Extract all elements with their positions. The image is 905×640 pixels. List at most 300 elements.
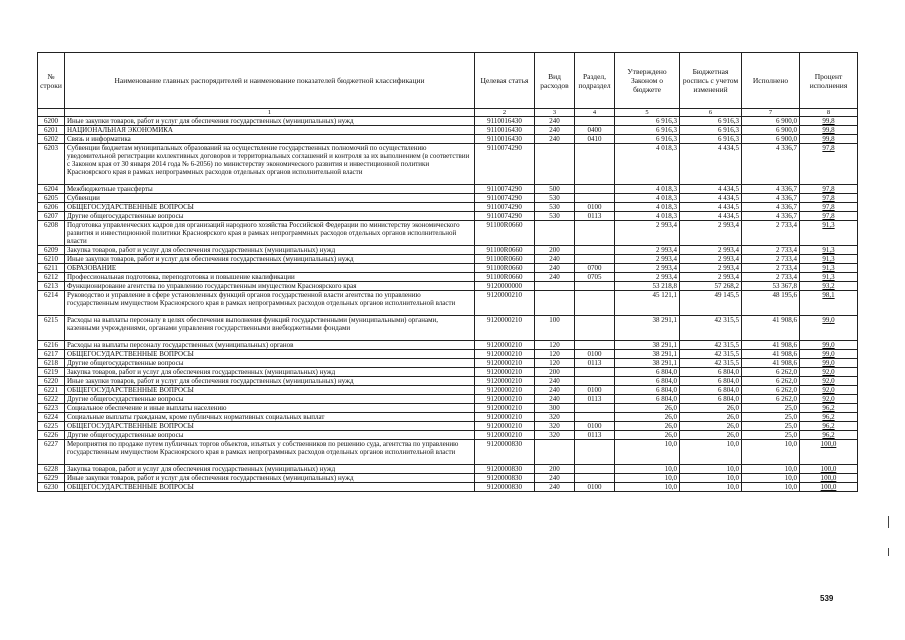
schedule-amount: 6 916,3 (680, 126, 742, 135)
row-number: 6222 (38, 395, 65, 404)
executed-amount: 41 908,6 (742, 359, 800, 368)
target-article: 9110074290 (475, 194, 535, 203)
row-name: ОБЩЕГОСУДАРСТВЕННЫЕ ВОПРОСЫ (65, 386, 475, 395)
header-schedule: Бюджетная роспись с учетом изменений (680, 53, 742, 109)
approved-amount: 6 804,0 (615, 386, 680, 395)
expense-kind: 200 (535, 246, 575, 255)
row-name: Иные закупки товаров, работ и услуг для обеспечения государственных (муниципальных) нужд (65, 474, 475, 483)
executed-amount: 4 336,7 (742, 212, 800, 221)
approved-amount: 38 291,1 (615, 316, 680, 341)
approved-amount: 4 018,3 (615, 144, 680, 185)
row-number: 6220 (38, 377, 65, 386)
row-name: Субвенции (65, 194, 475, 203)
row-name: Мероприятия по продаже путем публичных торгов объектов, изъятых у собственников по решению суда, агентства по управлению государственным имуществом Красноярского края в рамках непрограммных расходов отдельных органов исполнительной власти (65, 440, 475, 465)
execution-percent: 91,3 (800, 255, 858, 264)
row-name: Иные закупки товаров, работ и услуг для обеспечения государственных (муниципальных) нужд (65, 377, 475, 386)
expense-kind: 120 (535, 359, 575, 368)
schedule-amount: 6 804,0 (680, 395, 742, 404)
schedule-amount: 4 434,5 (680, 203, 742, 212)
table-row (38, 212, 858, 221)
schedule-amount: 2 993,4 (680, 273, 742, 282)
expense-kind: 320 (535, 422, 575, 431)
row-name: Закупка товаров, работ и услуг для обеспечения государственных (муниципальных) нужд (65, 368, 475, 377)
executed-amount: 41 908,6 (742, 316, 800, 341)
row-name: Закупка товаров, работ и услуг для обеспечения государственных (муниципальных) нужд (65, 465, 475, 474)
expense-kind: 240 (535, 117, 575, 126)
table-row (38, 135, 858, 144)
row-number: 6200 (38, 117, 65, 126)
row-name: Расходы на выплаты персоналу государственных (муниципальных) органов (65, 341, 475, 350)
expense-kind: 240 (535, 386, 575, 395)
schedule-amount: 6 804,0 (680, 377, 742, 386)
row-name: Расходы на выплаты персоналу в целях обеспечения выполнения функций государственными (муниципальными) органами, казенными учреждениями, органами управления государственными внебюджетными фондами (65, 316, 475, 341)
expense-kind: 320 (535, 431, 575, 440)
table-row (38, 368, 858, 377)
table-body (38, 117, 858, 492)
column-number: 2 (475, 109, 535, 117)
section-code (575, 465, 615, 474)
row-number: 6215 (38, 316, 65, 341)
expense-kind: 240 (535, 255, 575, 264)
row-number: 6230 (38, 483, 65, 492)
header-row-no: № строки (38, 53, 65, 109)
section-code (575, 194, 615, 203)
executed-amount: 4 336,7 (742, 194, 800, 203)
target-article: 9110074290 (475, 144, 535, 185)
row-number: 6228 (38, 465, 65, 474)
column-number: 3 (535, 109, 575, 117)
target-article: 9110074290 (475, 203, 535, 212)
executed-amount: 53 367,8 (742, 282, 800, 291)
expense-kind: 200 (535, 368, 575, 377)
schedule-amount: 4 434,5 (680, 185, 742, 194)
approved-amount: 45 121,1 (615, 291, 680, 316)
executed-amount: 6 262,0 (742, 395, 800, 404)
execution-percent: 99,0 (800, 359, 858, 368)
target-article: 91100R0660 (475, 221, 535, 246)
table-row (38, 117, 858, 126)
header-row (38, 53, 858, 109)
execution-percent: 97,8 (800, 194, 858, 203)
target-article: 9110074290 (475, 212, 535, 221)
section-code: 0113 (575, 431, 615, 440)
execution-percent: 91,3 (800, 221, 858, 246)
schedule-amount: 2 993,4 (680, 221, 742, 246)
header-approved: Утверждено Законом о бюджете (615, 53, 680, 109)
row-name: ОБЩЕГОСУДАРСТВЕННЫЕ ВОПРОСЫ (65, 422, 475, 431)
executed-amount: 2 733,4 (742, 246, 800, 255)
row-name: Иные закупки товаров, работ и услуг для обеспечения государственных (муниципальных) нужд (65, 255, 475, 264)
schedule-amount: 26,0 (680, 431, 742, 440)
expense-kind: 200 (535, 465, 575, 474)
executed-amount: 6 900,0 (742, 135, 800, 144)
table-row (38, 404, 858, 413)
execution-percent: 100,0 (800, 465, 858, 474)
row-number: 6205 (38, 194, 65, 203)
executed-amount: 25,0 (742, 404, 800, 413)
target-article: 9120000210 (475, 316, 535, 341)
execution-percent: 99,0 (800, 316, 858, 341)
approved-amount: 53 218,8 (615, 282, 680, 291)
target-article: 9110016430 (475, 126, 535, 135)
section-code: 0113 (575, 212, 615, 221)
approved-amount: 26,0 (615, 413, 680, 422)
execution-percent: 99,8 (800, 117, 858, 126)
execution-percent: 92,0 (800, 395, 858, 404)
executed-amount: 6 262,0 (742, 386, 800, 395)
approved-amount: 6 804,0 (615, 377, 680, 386)
row-number: 6202 (38, 135, 65, 144)
table-row (38, 413, 858, 422)
budget-table-sheet (37, 52, 857, 492)
column-numbers-row (38, 109, 858, 117)
row-number: 6219 (38, 368, 65, 377)
execution-percent: 96,2 (800, 422, 858, 431)
row-number: 6218 (38, 359, 65, 368)
table-row (38, 255, 858, 264)
section-code (575, 117, 615, 126)
row-number: 6223 (38, 404, 65, 413)
row-number: 6217 (38, 350, 65, 359)
section-code (575, 316, 615, 341)
header-target: Целевая статья (475, 53, 535, 109)
section-code (575, 368, 615, 377)
schedule-amount: 4 434,5 (680, 144, 742, 185)
target-article: 9120000830 (475, 483, 535, 492)
section-code (575, 341, 615, 350)
executed-amount: 25,0 (742, 431, 800, 440)
target-article: 9120000830 (475, 440, 535, 465)
expense-kind: 240 (535, 126, 575, 135)
row-name: Иные закупки товаров, работ и услуг для обеспечения государственных (муниципальных) нужд (65, 117, 475, 126)
executed-amount: 10,0 (742, 483, 800, 492)
row-name: Руководство и управление в сфере установленных функций органов государственной власти агентства по управлению государственным имуществом Красноярского края в рамках непрограммных расходов отдельных органов исполнительной власти (65, 291, 475, 316)
execution-percent: 100,0 (800, 483, 858, 492)
execution-percent: 93,2 (800, 282, 858, 291)
column-number: 5 (615, 109, 680, 117)
expense-kind: 240 (535, 273, 575, 282)
row-name: Профессиональная подготовка, переподготовка и повышение квалификации (65, 273, 475, 282)
schedule-amount: 6 916,3 (680, 117, 742, 126)
table-row (38, 246, 858, 255)
approved-amount: 6 804,0 (615, 395, 680, 404)
row-number: 6214 (38, 291, 65, 316)
approved-amount: 2 993,4 (615, 255, 680, 264)
schedule-amount: 26,0 (680, 422, 742, 431)
row-name: Функционирование агентства по управлению государственным имуществом Красноярского края (65, 282, 475, 291)
execution-percent: 97,8 (800, 144, 858, 185)
target-article: 91100R0660 (475, 264, 535, 273)
section-code (575, 474, 615, 483)
approved-amount: 4 018,3 (615, 212, 680, 221)
execution-percent: 97,8 (800, 212, 858, 221)
expense-kind: 240 (535, 377, 575, 386)
target-article: 9120000210 (475, 422, 535, 431)
row-name: ОБРАЗОВАНИЕ (65, 264, 475, 273)
section-code: 0100 (575, 350, 615, 359)
schedule-amount: 49 145,5 (680, 291, 742, 316)
executed-amount: 6 262,0 (742, 368, 800, 377)
schedule-amount: 10,0 (680, 440, 742, 465)
expense-kind: 120 (535, 341, 575, 350)
row-name: Связь и информатика (65, 135, 475, 144)
executed-amount: 10,0 (742, 440, 800, 465)
execution-percent: 92,0 (800, 386, 858, 395)
target-article: 91100R0660 (475, 273, 535, 282)
row-name: Другие общегосударственные вопросы (65, 359, 475, 368)
table-row (38, 316, 858, 341)
approved-amount: 2 993,4 (615, 273, 680, 282)
expense-kind: 100 (535, 316, 575, 341)
approved-amount: 6 916,3 (615, 126, 680, 135)
schedule-amount: 26,0 (680, 413, 742, 422)
expense-kind: 240 (535, 264, 575, 273)
target-article: 9120000210 (475, 341, 535, 350)
row-number: 6216 (38, 341, 65, 350)
expense-kind: 530 (535, 203, 575, 212)
section-code: 0100 (575, 386, 615, 395)
approved-amount: 2 993,4 (615, 221, 680, 246)
table-row (38, 422, 858, 431)
target-article: 91100R0660 (475, 246, 535, 255)
executed-amount: 4 336,7 (742, 185, 800, 194)
target-article: 9120000210 (475, 291, 535, 316)
target-article: 9120000210 (475, 404, 535, 413)
table-row (38, 440, 858, 465)
execution-percent: 97,8 (800, 203, 858, 212)
section-code (575, 404, 615, 413)
target-article: 9120000830 (475, 465, 535, 474)
row-name: Другие общегосударственные вопросы (65, 431, 475, 440)
section-code (575, 246, 615, 255)
schedule-amount: 42 315,5 (680, 350, 742, 359)
schedule-amount: 42 315,5 (680, 316, 742, 341)
row-name: Закупка товаров, работ и услуг для обеспечения государственных (муниципальных) нужд (65, 246, 475, 255)
schedule-amount: 6 804,0 (680, 368, 742, 377)
approved-amount: 6 916,3 (615, 117, 680, 126)
table-row (38, 483, 858, 492)
row-name: Субвенции бюджетам муниципальных образований на осуществление государственных полномочий по осуществлению уведомительной регистрации коллективных договоров и территориальных соглашений и контроля за их выполнением (в соответствии с Законом края от 30 января 2014 года № 6-2056) по министерству экономического развития и инвестиционной политики Красноярского края в рамках непрограммных расходов отдельных органов исполнительной власти (65, 144, 475, 185)
executed-amount: 25,0 (742, 422, 800, 431)
approved-amount: 2 993,4 (615, 246, 680, 255)
approved-amount: 6 804,0 (615, 368, 680, 377)
execution-percent: 100,0 (800, 440, 858, 465)
section-code: 0100 (575, 483, 615, 492)
table-row (38, 273, 858, 282)
target-article: 9120000210 (475, 395, 535, 404)
approved-amount: 10,0 (615, 474, 680, 483)
header-kind: Вид расходов (535, 53, 575, 109)
approved-amount: 10,0 (615, 465, 680, 474)
row-number: 6227 (38, 440, 65, 465)
margin-mark (888, 548, 889, 556)
approved-amount: 26,0 (615, 431, 680, 440)
schedule-amount: 4 434,5 (680, 194, 742, 203)
executed-amount: 6 262,0 (742, 377, 800, 386)
column-number: 6 (680, 109, 742, 117)
row-number: 6224 (38, 413, 65, 422)
section-code (575, 291, 615, 316)
section-code: 0705 (575, 273, 615, 282)
expense-kind (535, 282, 575, 291)
schedule-amount: 57 268,2 (680, 282, 742, 291)
execution-percent: 99,0 (800, 341, 858, 350)
target-article: 9120000830 (475, 474, 535, 483)
expense-kind: 240 (535, 395, 575, 404)
table-row (38, 221, 858, 246)
budget-execution-table (37, 52, 858, 492)
margin-mark (888, 516, 889, 528)
table-row (38, 350, 858, 359)
page-number: 539 (820, 594, 834, 603)
table-row (38, 359, 858, 368)
table-row (38, 264, 858, 273)
target-article: 91100R0660 (475, 255, 535, 264)
table-row (38, 203, 858, 212)
expense-kind: 120 (535, 350, 575, 359)
section-code: 0400 (575, 126, 615, 135)
section-code: 0410 (575, 135, 615, 144)
target-article: 9110016430 (475, 135, 535, 144)
section-code (575, 377, 615, 386)
column-number: 4 (575, 109, 615, 117)
target-article: 9120000210 (475, 386, 535, 395)
schedule-amount: 26,0 (680, 404, 742, 413)
approved-amount: 38 291,1 (615, 350, 680, 359)
row-name: Подготовка управленческих кадров для организаций народного хозяйства Российской Федерации по министерству экономического развития и инвестиционной политики Красноярского края в рамках непрограммных расходов отдельных органов исполнительной власти (65, 221, 475, 246)
schedule-amount: 42 315,5 (680, 341, 742, 350)
expense-kind: 530 (535, 212, 575, 221)
row-number: 6209 (38, 246, 65, 255)
target-article: 9120000210 (475, 368, 535, 377)
header-name: Наименование главных распорядителей и наименование показателей бюджетной классификации (65, 53, 475, 109)
table-row (38, 185, 858, 194)
executed-amount: 25,0 (742, 413, 800, 422)
schedule-amount: 10,0 (680, 483, 742, 492)
row-number: 6207 (38, 212, 65, 221)
schedule-amount: 2 993,4 (680, 255, 742, 264)
target-article: 9120000210 (475, 350, 535, 359)
expense-kind (535, 440, 575, 465)
row-number: 6203 (38, 144, 65, 185)
execution-percent: 99,8 (800, 135, 858, 144)
row-name: ОБЩЕГОСУДАРСТВЕННЫЕ ВОПРОСЫ (65, 483, 475, 492)
table-row (38, 465, 858, 474)
column-number: 8 (800, 109, 858, 117)
row-name: Другие общегосударственные вопросы (65, 395, 475, 404)
row-name: Социальные выплаты гражданам, кроме публичных нормативных социальных выплат (65, 413, 475, 422)
row-name: НАЦИОНАЛЬНАЯ ЭКОНОМИКА (65, 126, 475, 135)
section-code: 0113 (575, 395, 615, 404)
header-section: Раздел, подраздел (575, 53, 615, 109)
expense-kind (535, 221, 575, 246)
table-row (38, 341, 858, 350)
column-number: 1 (65, 109, 475, 117)
row-number: 6225 (38, 422, 65, 431)
target-article: 9120000210 (475, 431, 535, 440)
execution-percent: 92,0 (800, 377, 858, 386)
execution-percent: 92,0 (800, 368, 858, 377)
execution-percent: 91,3 (800, 246, 858, 255)
row-number: 6204 (38, 185, 65, 194)
table-row (38, 474, 858, 483)
execution-percent: 96,2 (800, 431, 858, 440)
section-code: 0100 (575, 422, 615, 431)
expense-kind: 300 (535, 404, 575, 413)
executed-amount: 48 195,6 (742, 291, 800, 316)
row-number: 6221 (38, 386, 65, 395)
section-code: 0113 (575, 359, 615, 368)
row-number: 6213 (38, 282, 65, 291)
row-number: 6226 (38, 431, 65, 440)
row-number: 6201 (38, 126, 65, 135)
section-code (575, 144, 615, 185)
approved-amount: 4 018,3 (615, 194, 680, 203)
expense-kind: 240 (535, 474, 575, 483)
approved-amount: 6 916,3 (615, 135, 680, 144)
section-code (575, 440, 615, 465)
target-article: 9110016430 (475, 117, 535, 126)
table-row (38, 386, 858, 395)
row-name: ОБЩЕГОСУДАРСТВЕННЫЕ ВОПРОСЫ (65, 203, 475, 212)
target-article: 9120000000 (475, 282, 535, 291)
section-code (575, 413, 615, 422)
executed-amount: 10,0 (742, 474, 800, 483)
table-row (38, 291, 858, 316)
table-row (38, 194, 858, 203)
execution-percent: 97,8 (800, 185, 858, 194)
approved-amount: 10,0 (615, 483, 680, 492)
schedule-amount: 6 804,0 (680, 386, 742, 395)
approved-amount: 2 993,4 (615, 264, 680, 273)
execution-percent: 91,3 (800, 264, 858, 273)
schedule-amount: 6 916,3 (680, 135, 742, 144)
executed-amount: 4 336,7 (742, 203, 800, 212)
header-percent: Процент исполнения (800, 53, 858, 109)
table-row (38, 144, 858, 185)
row-number: 6211 (38, 264, 65, 273)
target-article: 9110074290 (475, 185, 535, 194)
target-article: 9120000210 (475, 377, 535, 386)
executed-amount: 10,0 (742, 465, 800, 474)
executed-amount: 6 900,0 (742, 117, 800, 126)
section-code (575, 255, 615, 264)
table-row (38, 431, 858, 440)
approved-amount: 38 291,1 (615, 359, 680, 368)
table-row (38, 395, 858, 404)
approved-amount: 38 291,1 (615, 341, 680, 350)
schedule-amount: 10,0 (680, 474, 742, 483)
approved-amount: 4 018,3 (615, 185, 680, 194)
approved-amount: 26,0 (615, 422, 680, 431)
executed-amount: 4 336,7 (742, 144, 800, 185)
execution-percent: 96,2 (800, 413, 858, 422)
executed-amount: 2 733,4 (742, 221, 800, 246)
row-number: 6206 (38, 203, 65, 212)
executed-amount: 41 908,6 (742, 350, 800, 359)
expense-kind: 240 (535, 483, 575, 492)
schedule-amount: 10,0 (680, 465, 742, 474)
section-code: 0100 (575, 203, 615, 212)
schedule-amount: 2 993,4 (680, 246, 742, 255)
section-code (575, 221, 615, 246)
row-number: 6212 (38, 273, 65, 282)
table-row (38, 377, 858, 386)
execution-percent: 99,0 (800, 350, 858, 359)
target-article: 9120000210 (475, 413, 535, 422)
row-number: 6208 (38, 221, 65, 246)
section-code: 0700 (575, 264, 615, 273)
